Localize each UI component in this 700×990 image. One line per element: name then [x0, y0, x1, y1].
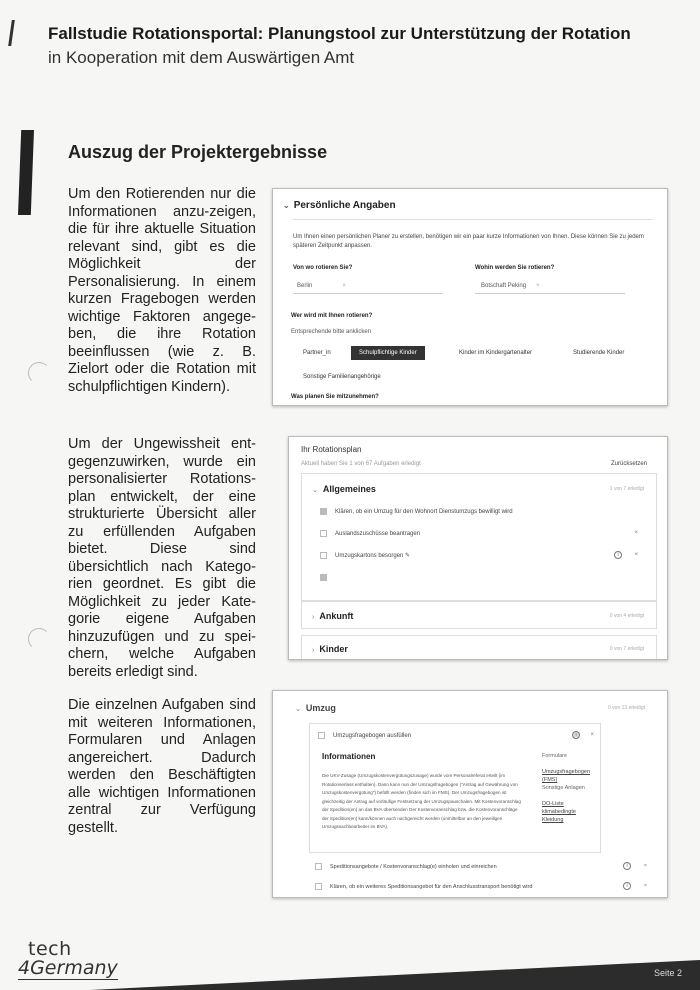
chip-kindergarten-children[interactable]: Kinder im Kindergartenalter: [459, 350, 533, 356]
forms-heading: Formulare: [542, 753, 568, 759]
from-field[interactable]: Berlin ×: [297, 283, 346, 289]
task-row[interactable]: Klären, ob ein weiteres Speditionsangebot für den Anschlusstransport benötigt wird i ×: [315, 883, 647, 890]
checkbox[interactable]: [320, 552, 327, 559]
checkbox[interactable]: [320, 574, 327, 581]
paragraph-personalization: Um den Rotierenden nur die Informationen anzu-zeigen, die für ihre aktuelle Situation relevant sind, gibt es die Möglichkeit der Personalisierung. In einem kurzen Fragebogen werden wichtige Faktoren angege-ben, die ihre Rotation beeinflussen (wie z. B. Zielort oder die Rotation mit schulpflichtigen Kindern).: [68, 186, 256, 395]
rotation-plan-title: Ihr Rotationsplan: [301, 445, 362, 454]
screenshot-task-details: [272, 690, 668, 898]
task-row[interactable]: Umzugsfragebogen ausfüllen i ×: [318, 732, 594, 739]
chevron-down-icon: ⌄: [312, 487, 318, 494]
clear-icon[interactable]: ×: [342, 283, 346, 289]
info-text: Die UKV-Zusage (Umzugskostenvergütungszusage) wurde vom Personalreferat erteilt (im Rotationserlass enthalten). Dann kann nun der Umzugsfragebogen ("Antrag auf Gewährung von Umzugskostenvergütung") befüllt werden (finden sich im FMS). Der Umzugsfragebogen ist gleichzeitig der Antrag auf vorläufige Festsetzung der Umzugspauschalen. Mit Kostenvoranschlag der Spedition(en) an das BVA übersenden Der Kostenvoranschlag bzw. die Kostenvoranschläge der Spedition(en) kann/können auch nachgereicht werden (unmittelbar an den jeweiligen Umzugssachbearbeiter im BVA).: [322, 773, 521, 829]
category-count: 1 von 7 erledigt: [609, 486, 644, 492]
category-card-arrival[interactable]: [301, 601, 657, 629]
page-subtitle: in Kooperation mit dem Auswärtigen Amt: [48, 48, 355, 67]
attachment-link[interactable]: DO-Liste klimabedingte Kleidung: [542, 801, 576, 823]
category-count: 0 von 13 erledigt: [608, 705, 645, 711]
category-card-general: [301, 473, 657, 601]
chip-school-children[interactable]: Schulpflichtige Kinder: [351, 346, 425, 360]
info-icon[interactable]: i: [623, 882, 631, 890]
reset-link[interactable]: Zurücksetzen: [610, 461, 647, 467]
personal-info-title: ⌄ Persönliche Angaben: [283, 200, 396, 211]
task-row[interactable]: Umzugskartons besorgen ✎ i ×: [320, 552, 638, 559]
category-card-children[interactable]: [301, 635, 657, 660]
delete-icon[interactable]: ×: [643, 883, 647, 889]
info-heading: Informationen: [322, 752, 376, 761]
checkbox[interactable]: [320, 508, 327, 515]
from-label: Von wo rotieren Sie?: [293, 265, 353, 271]
info-icon[interactable]: i: [572, 731, 580, 739]
info-icon[interactable]: i: [623, 862, 631, 870]
category-title[interactable]: › Kinder: [312, 644, 348, 654]
chip-other-family[interactable]: Sonstige Familienangehörige: [303, 374, 381, 380]
take-label: Was planen Sie mitzunehmen?: [291, 394, 379, 400]
chevron-right-icon: ›: [312, 647, 315, 654]
checkbox[interactable]: [320, 530, 327, 537]
chip-partner[interactable]: Partner_in: [303, 350, 331, 356]
info-icon[interactable]: i: [614, 551, 622, 559]
with-label: Wer wird mit Ihnen rotieren?: [291, 313, 373, 319]
attachments-heading: Sonstige Anlagen: [542, 785, 585, 791]
task-row[interactable]: Klären, ob ein Umzug für den Wohnort Dienstumzugs bewilligt wird: [320, 508, 638, 515]
to-field[interactable]: Botschaft Peking ×: [481, 283, 540, 289]
category-title[interactable]: › Ankunft: [312, 611, 354, 621]
scan-mark: [8, 20, 15, 46]
delete-icon[interactable]: ×: [590, 732, 594, 738]
checkbox[interactable]: [315, 883, 322, 890]
chip-student-children[interactable]: Studierende Kinder: [573, 350, 625, 356]
task-row-add[interactable]: [320, 574, 638, 581]
section-heading: Auszug der Projektergebnisse: [68, 142, 328, 162]
form-link[interactable]: Umzugsfragebogen (FMS): [542, 769, 591, 783]
clear-icon[interactable]: ×: [536, 283, 540, 289]
paragraph-rotation-plan: Um der Ungewissheit ent-gegenzuwirken, wurde ein personalisierter Rotations-plan entwickelt, der eine strukturierte Übersicht aller zu erfüllenden Aufgaben bietet. Diese sind übersichtlich nach Katego-rien geordnet. Es gibt die Möglichkeit zu jeder Kate-gorie eigene Aufgaben hinzuzufügen und zu spei-chern, welche Aufgaben bereits erledigt sind.: [68, 436, 256, 680]
punch-hole: [28, 362, 50, 384]
to-label: Wohin werden Sie rotieren?: [475, 265, 555, 271]
footer-band: [90, 960, 700, 990]
rotation-plan-progress: Aktuell haben Sie 1 von 67 Aufgaben erledigt: [301, 461, 421, 467]
category-count: 0 von 7 erledigt: [609, 646, 644, 652]
task-detail-panel: [309, 723, 601, 853]
paragraph-task-details: Die einzelnen Aufgaben sind mit weiteren Informationen, Formularen und Anlagen angereichert. Dadurch werden den Beschäftigten alle wichtigen Informationen zentral zur Verfügung gestellt.: [68, 697, 256, 836]
category-title[interactable]: ⌄ Allgemeines: [312, 484, 376, 494]
with-hint: Entsprechende bitte anklicken: [291, 329, 372, 335]
checkbox[interactable]: [318, 732, 325, 739]
task-row[interactable]: Speditionsangebote / Kostenvoranschlag(e) einholen und einreichen i ×: [315, 863, 647, 870]
page-header: [48, 24, 688, 68]
screenshot-personal-info: [272, 188, 668, 406]
chevron-right-icon: ›: [312, 614, 315, 621]
delete-icon[interactable]: ×: [643, 863, 647, 869]
section-marker: [18, 130, 34, 215]
chevron-down-icon: ⌄: [295, 706, 301, 713]
category-title[interactable]: ⌄ Umzug: [295, 703, 336, 713]
delete-icon[interactable]: ×: [634, 530, 638, 536]
task-row[interactable]: Auslandszuschüsse beantragen ×: [320, 530, 638, 537]
delete-icon[interactable]: ×: [634, 552, 638, 558]
chevron-down-icon: ⌄: [283, 201, 290, 210]
category-count: 0 von 4 erledigt: [609, 613, 644, 619]
page-number: Seite 2: [653, 968, 682, 978]
tech4germany-logo: tech 4Germany: [18, 938, 118, 979]
screenshot-rotation-plan: [288, 436, 668, 660]
checkbox[interactable]: [315, 863, 322, 870]
punch-hole: [28, 628, 50, 650]
personal-info-intro: Um Ihnen einen persönlichen Planer zu erstellen, benötigen wir ein paar kurze Informationen von Ihnen. Diese können Sie zu jedem späteren Zeitpunkt anpassen.: [293, 234, 644, 249]
page-title: Fallstudie Rotationsportal: Planungstool zur Unterstützung der Rotation: [48, 24, 631, 43]
